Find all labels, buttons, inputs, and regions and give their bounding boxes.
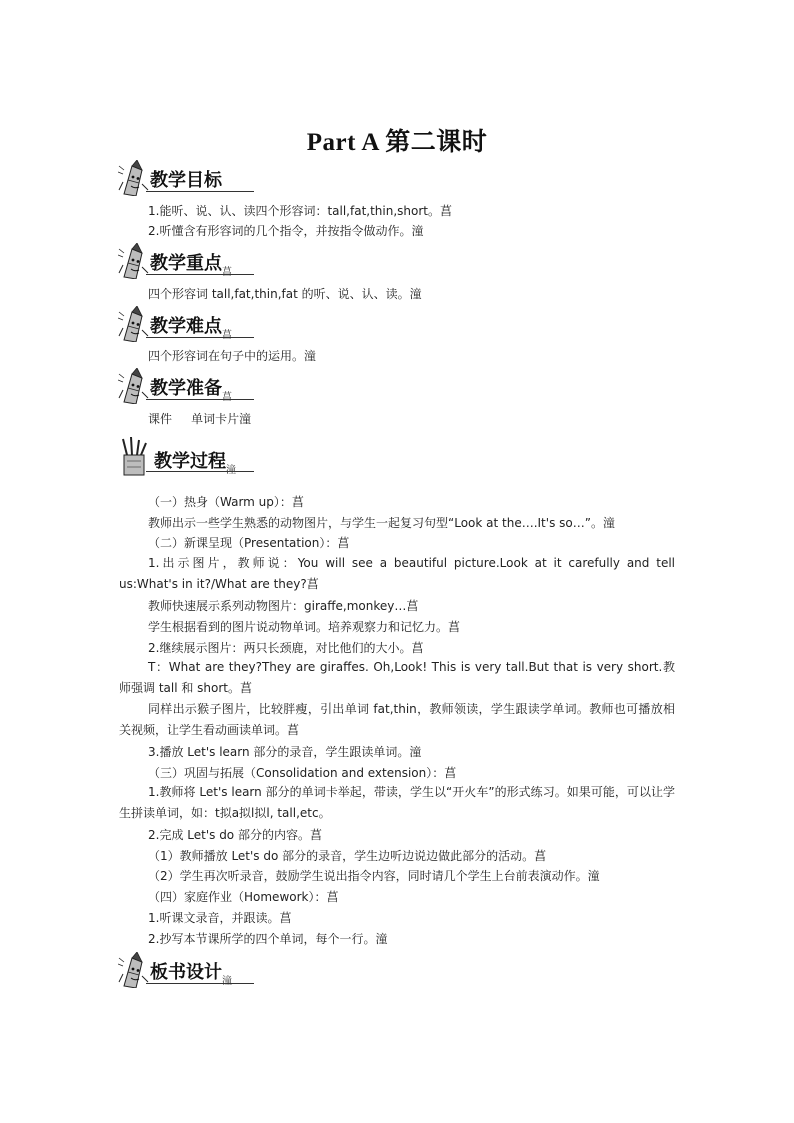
process-line: （1）教师播放 Let's do 部分的录音，学生边听边说边做此部分的活动。菖 — [148, 849, 547, 863]
process-line: 教师快速展示系列动物图片：giraffe,monkey…菖 — [148, 599, 419, 613]
section-mark: 菖 — [222, 392, 232, 403]
process-line: （三）巩固与拓展（Consolidation and extension）：菖 — [148, 766, 457, 780]
section-underline — [146, 274, 254, 275]
section-underline — [146, 399, 254, 400]
section-underline — [146, 337, 254, 338]
process-line: （2）学生再次听录音，鼓励学生说出指令内容，同时请几个学生上台前表演动作。潼 — [148, 869, 600, 883]
objective-item-1: 1.能听、说、认、读四个形容词：tall,fat,thin,short。菖 — [148, 204, 452, 218]
key-points-text: 四个形容词 tall,fat,thin,fat 的听、说、认、读。潼 — [148, 287, 422, 301]
process-line: 2.继续展示图片：两只长颈鹿，对比他们的大小。菖 — [148, 641, 424, 655]
process-line: （一）热身（Warm up）：菖 — [148, 495, 304, 509]
page-title: Part A 第二课时 — [306, 129, 488, 156]
process-line: 3.播放 Let's learn 部分的录音，学生跟读单词。潼 — [148, 745, 422, 759]
section-mark: 菖 — [222, 330, 232, 341]
section-mark: 潼 — [222, 976, 232, 987]
process-line: （四）家庭作业（Homework）：菖 — [148, 890, 339, 904]
process-paragraph: T：What are they?They are giraffes. Oh,Look! This is very tall.But that is very short.教师强调 tall 和 short。菖 — [119, 660, 675, 695]
process-line: 学生根据看到的图片说动物单词。培养观察力和记忆力。菖 — [148, 620, 461, 634]
difficulties-text: 四个形容词在句子中的运用。潼 — [148, 349, 317, 363]
preparation-text: 课件 单词卡片潼 — [148, 412, 252, 426]
section-underline — [146, 983, 254, 984]
section-title-board: 板书设计 — [150, 962, 222, 983]
section-mark: 菖 — [222, 267, 232, 278]
section-title-objectives: 教学目标 — [150, 170, 222, 191]
process-line: 2.抄写本节课所学的四个单词，每个一行。潼 — [148, 932, 388, 946]
process-line: 1.听课文录音，并跟读。菖 — [148, 911, 292, 925]
section-underline — [146, 471, 254, 472]
process-paragraph: 1.出示图片，教师说：You will see a beautiful picture.Look at it carefully and tell us:What's in it?/What are they?菖 — [119, 556, 675, 591]
process-line: （二）新课呈现（Presentation）：菖 — [148, 536, 350, 550]
process-line: 教师出示一些学生熟悉的动物图片，与学生一起复习句型“Look at the….It's so…”。潼 — [148, 516, 615, 530]
section-title-key-points: 教学重点 — [150, 253, 222, 274]
section-underline — [146, 191, 254, 192]
section-title-process: 教学过程 — [154, 451, 226, 472]
process-paragraph: 1.教师将 Let's learn 部分的单词卡举起，带读，学生以“开火车”的形式练习。如果可能，可以让学生拼读单词，如：t拟a拟l拟l, tall,etc。 — [119, 785, 675, 820]
objective-item-2: 2.听懂含有形容词的几个指令，并按指令做动作。潼 — [148, 224, 424, 238]
section-mark: 潼 — [226, 465, 236, 476]
section-title-preparation: 教学准备 — [150, 378, 222, 399]
process-paragraph: 同样出示猴子图片，比较胖瘦，引出单词 fat,thin，教师领读，学生跟读学单词。教师也可播放相关视频，让学生看动画读单词。菖 — [119, 702, 675, 737]
section-title-difficulties: 教学难点 — [150, 316, 222, 337]
process-line: 2.完成 Let's do 部分的内容。菖 — [148, 828, 322, 842]
